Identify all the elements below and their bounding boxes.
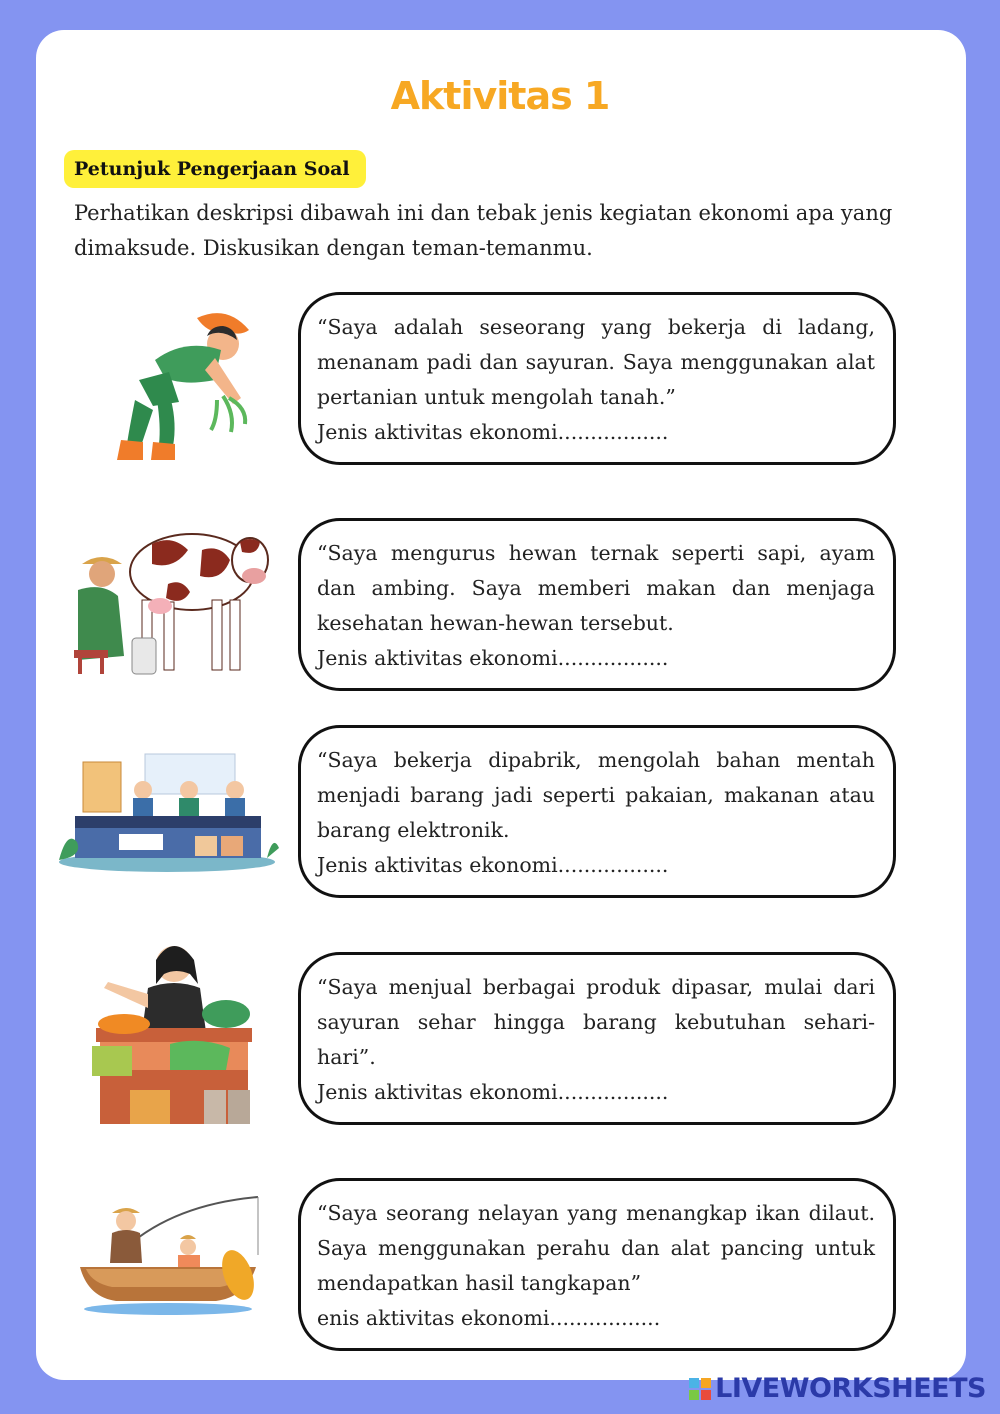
quote-text: “Saya adalah seseorang yang bekerja di ladang, menanam padi dan sayuran. Saya menggunakan alat pertanian untuk mengolah tanah.” bbox=[317, 315, 875, 409]
answer-line[interactable]: Jenis aktivitas ekonomi................. bbox=[317, 853, 669, 877]
quote-text: “Saya menjual berbagai produk dipasar, mulai dari sayuran sehar hingga barang kebutuhan sehari-hari”. bbox=[317, 975, 875, 1069]
brand-text: LIVEWORKSHEETS bbox=[715, 1373, 986, 1404]
farmer-icon bbox=[95, 300, 260, 465]
quote-text: “Saya mengurus hewan ternak seperti sapi, ayam dan ambing. Saya memberi makan dan menjaga kesehatan hewan-hewan tersebut. bbox=[317, 541, 875, 635]
answer-line[interactable]: Jenis aktivitas ekonomi................. bbox=[317, 646, 669, 670]
instruction-heading: Petunjuk Pengerjaan Soal bbox=[64, 150, 366, 188]
quote-box-1 bbox=[298, 292, 896, 465]
quote-text: “Saya bekerja dipabrik, mengolah bahan mentah menjadi barang jadi seperti pakaian, makanan atau barang elektronik. bbox=[317, 748, 875, 842]
factory-icon bbox=[55, 750, 280, 875]
liveworksheets-logo-icon bbox=[689, 1378, 711, 1400]
quote-text: “Saya seorang nelayan yang menangkap ikan dilaut. Saya menggunakan perahu dan alat pancing untuk mendapatkan hasil tangkapan” bbox=[317, 1201, 875, 1295]
quote-box-4 bbox=[298, 952, 896, 1125]
instruction-text: Perhatikan deskripsi dibawah ini dan tebak jenis kegiatan ekonomi apa yang dimaksude. Diskusikan dengan teman-temanmu. bbox=[74, 201, 893, 260]
answer-line[interactable]: Jenis aktivitas ekonomi................. bbox=[317, 420, 669, 444]
rancher-cow-icon bbox=[72, 520, 272, 680]
market-seller-icon bbox=[86, 940, 261, 1130]
quote-box-2 bbox=[298, 518, 896, 691]
answer-line[interactable]: Jenis aktivitas ekonomi................. bbox=[317, 1080, 669, 1104]
page-title: Aktivitas 1 bbox=[390, 74, 610, 118]
answer-line[interactable]: enis aktivitas ekonomi................. bbox=[317, 1306, 661, 1330]
fisherman-icon bbox=[78, 1195, 268, 1335]
quote-box-3 bbox=[298, 725, 896, 898]
brand-logo bbox=[689, 1373, 986, 1404]
quote-box-5 bbox=[298, 1178, 896, 1351]
